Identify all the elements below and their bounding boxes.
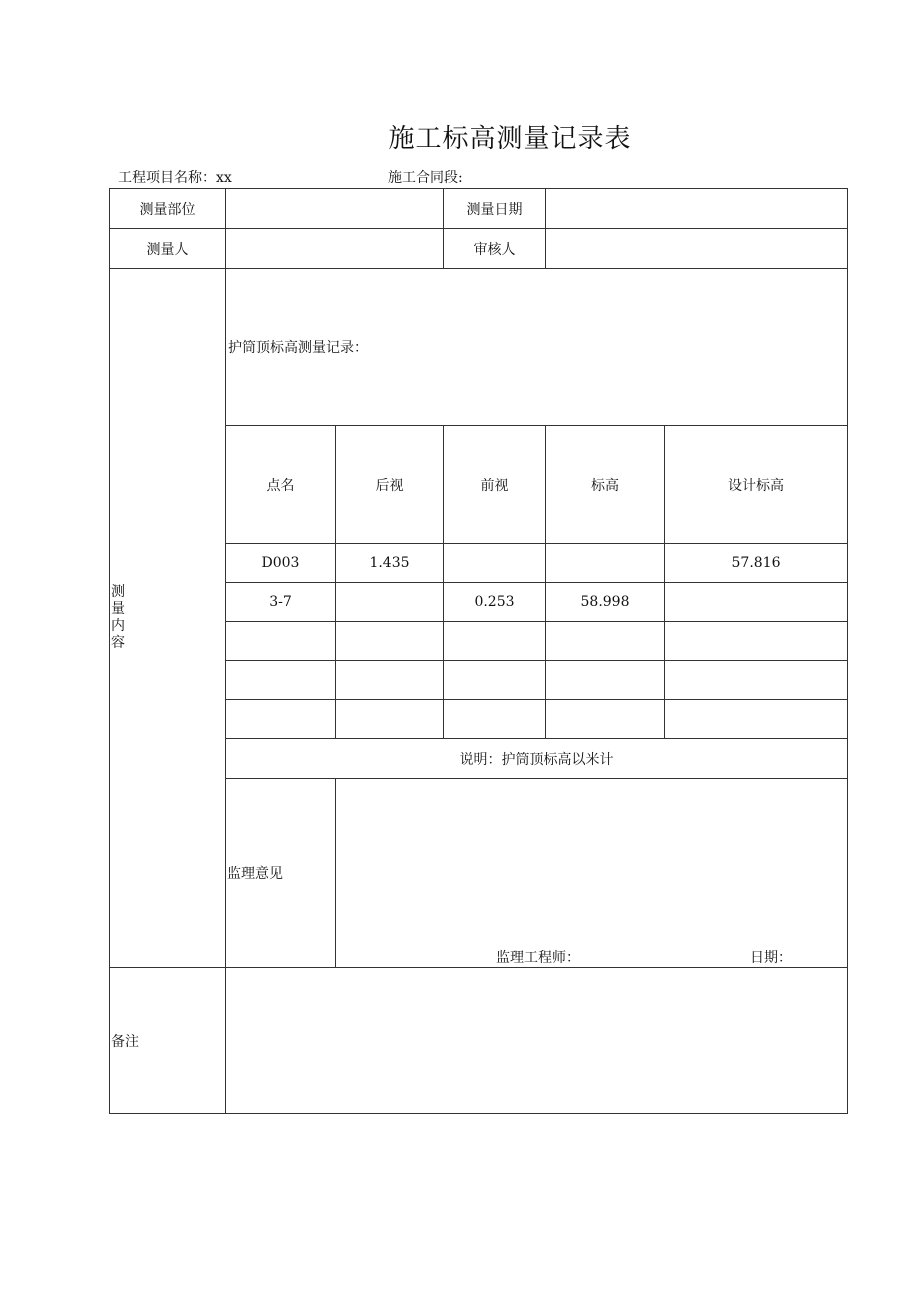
cell-elevation[interactable]: [546, 544, 665, 583]
cell-design-elevation[interactable]: [665, 700, 848, 739]
supervision-sign-row: [336, 947, 847, 965]
location-label: 测量部位: [110, 189, 226, 229]
contract-section-label: 施工合同段:: [388, 170, 463, 186]
project-name-label: 工程项目名称：: [118, 170, 216, 186]
cell-elevation[interactable]: [546, 700, 665, 739]
supervision-opinion-field[interactable]: [336, 779, 848, 968]
survey-record-form: [109, 188, 848, 1114]
supervision-label: 监理意见: [226, 779, 336, 968]
cell-backsight[interactable]: [336, 700, 444, 739]
cell-design-elevation[interactable]: [665, 661, 848, 700]
document-title: 施工标高测量记录表: [388, 124, 632, 154]
date-field[interactable]: [546, 189, 848, 229]
cell-elevation[interactable]: 58.998: [546, 583, 665, 622]
cell-point[interactable]: [226, 661, 336, 700]
col-header-design-elevation: 设计标高: [665, 426, 848, 544]
cell-backsight[interactable]: 1.435: [336, 544, 444, 583]
cell-backsight[interactable]: [336, 622, 444, 661]
cell-point[interactable]: D003: [226, 544, 336, 583]
cell-design-elevation[interactable]: [665, 622, 848, 661]
remarks-label: 备注: [110, 968, 226, 1114]
cell-point[interactable]: 3-7: [226, 583, 336, 622]
project-name-value: xx: [216, 170, 232, 186]
cell-elevation[interactable]: [546, 661, 665, 700]
location-field[interactable]: [226, 189, 444, 229]
cell-foresight[interactable]: [444, 622, 546, 661]
measurement-section-label: 测量内容: [111, 584, 125, 651]
reviewer-field[interactable]: [546, 229, 848, 269]
cell-design-elevation[interactable]: 57.816: [665, 544, 848, 583]
supervision-engineer-label: 监理工程师：: [496, 950, 580, 966]
supervision-date-label: 日期：: [750, 950, 792, 966]
col-header-elevation: 标高: [546, 426, 665, 544]
cell-elevation[interactable]: [546, 622, 665, 661]
reviewer-label: 审核人: [444, 229, 546, 269]
cell-foresight[interactable]: [444, 544, 546, 583]
date-label: 测量日期: [444, 189, 546, 229]
col-header-point: 点名: [226, 426, 336, 544]
measurement-note: 说明：护筒顶标高以米计: [226, 739, 848, 779]
surveyor-field[interactable]: [226, 229, 444, 269]
col-header-foresight: 前视: [444, 426, 546, 544]
cell-foresight[interactable]: [444, 700, 546, 739]
cell-backsight[interactable]: [336, 583, 444, 622]
record-title: 护筒顶标高测量记录：: [226, 269, 848, 426]
cell-foresight[interactable]: 0.253: [444, 583, 546, 622]
surveyor-label: 测量人: [110, 229, 226, 269]
cell-point[interactable]: [226, 622, 336, 661]
cell-backsight[interactable]: [336, 661, 444, 700]
cell-foresight[interactable]: [444, 661, 546, 700]
cell-design-elevation[interactable]: [665, 583, 848, 622]
project-name-line: [118, 167, 232, 187]
cell-point[interactable]: [226, 700, 336, 739]
col-header-backsight: 后视: [336, 426, 444, 544]
remarks-field[interactable]: [226, 968, 848, 1114]
measurement-section-cell: [110, 269, 226, 968]
